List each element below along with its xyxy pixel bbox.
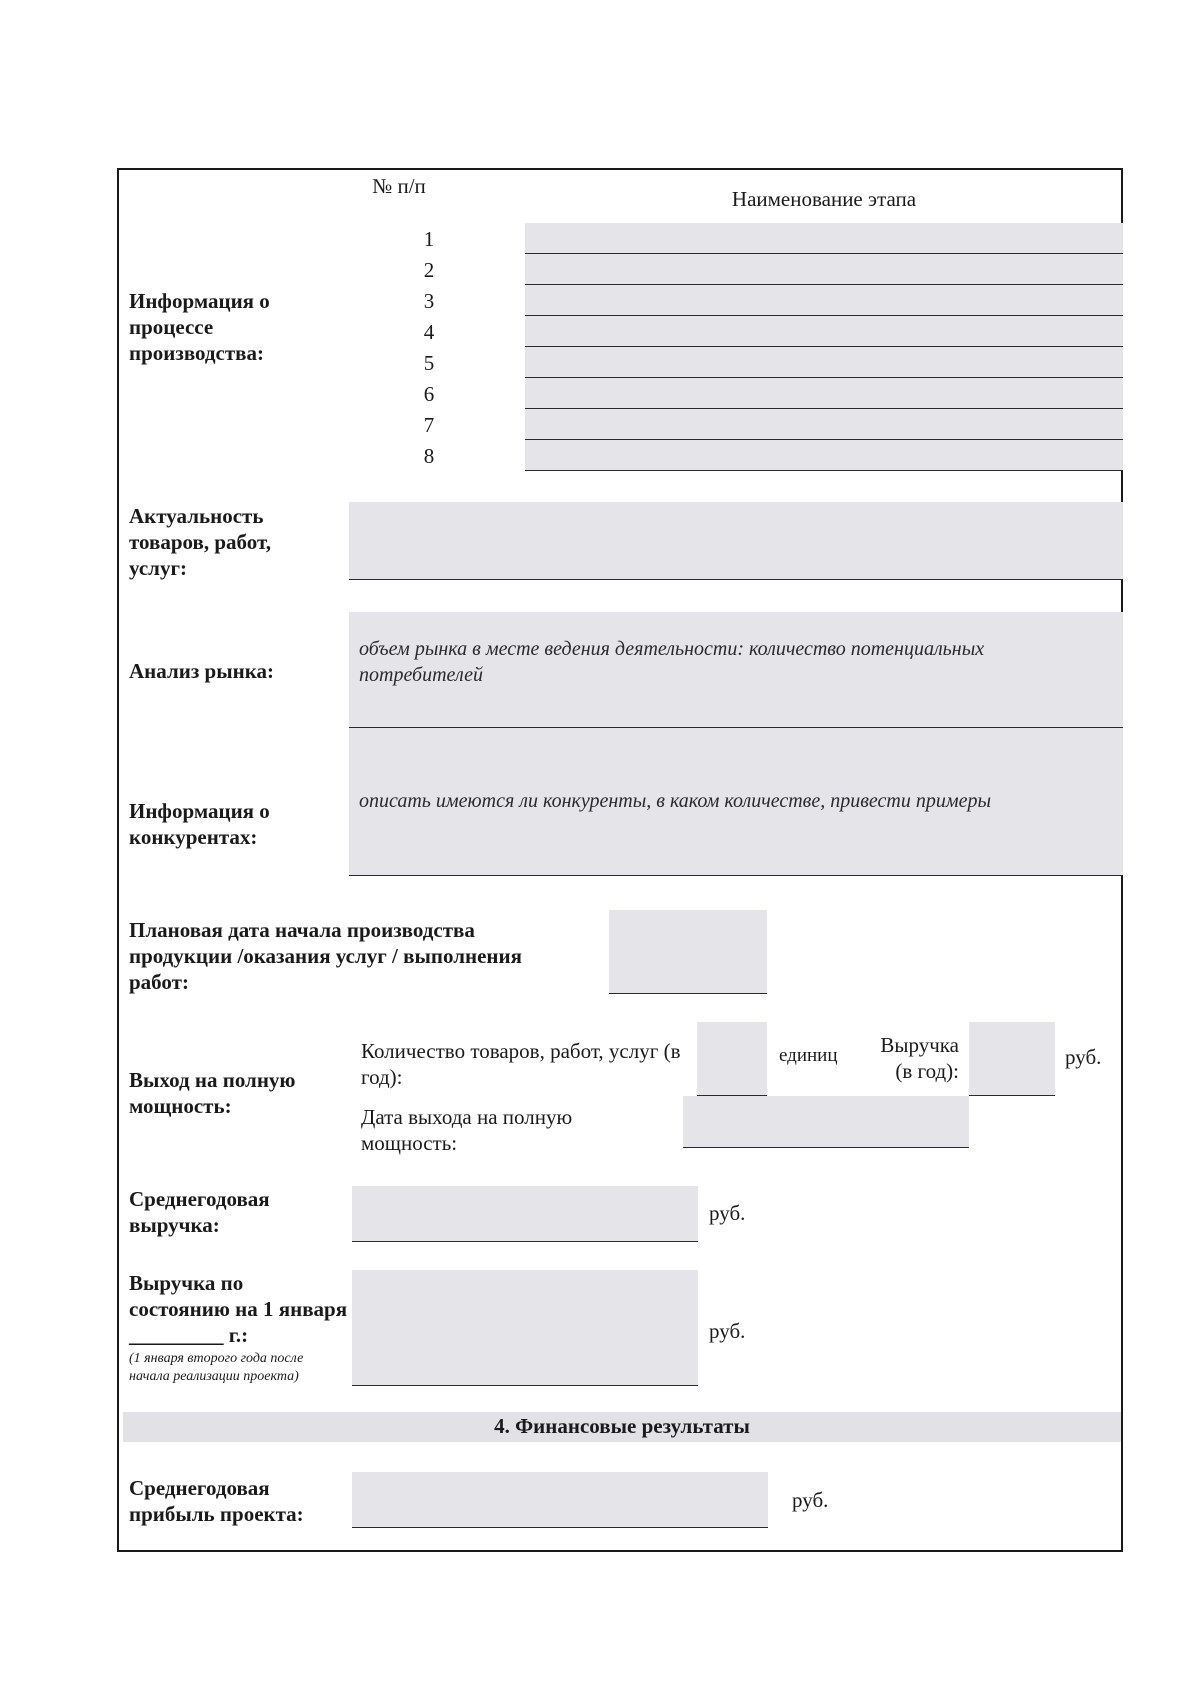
full-capacity-label: Выход на полную мощность: (129, 1068, 296, 1118)
stage-name-input[interactable] (525, 223, 1123, 254)
avg-profit-currency: руб. (792, 1488, 829, 1512)
competitors-input[interactable] (349, 728, 1123, 876)
start-date-input[interactable] (609, 910, 767, 994)
stage-name-header: Наименование этапа (731, 187, 917, 211)
relevance-label: Актуальность товаров, работ, услуг: (129, 504, 271, 580)
stage-row (409, 409, 1123, 440)
stage-row (409, 440, 1123, 471)
revenue-jan-label: Выручка по состоянию на 1 января _________ г.: (129, 1271, 348, 1347)
form-frame (117, 168, 1123, 1552)
capacity-date-input[interactable] (683, 1096, 969, 1148)
stage-row (409, 378, 1123, 409)
stage-row (409, 347, 1123, 378)
avg-revenue-currency: руб. (709, 1201, 746, 1225)
units-label: единиц (779, 1045, 838, 1066)
avg-revenue-input[interactable] (352, 1186, 698, 1242)
stage-row (409, 223, 1123, 254)
stage-row (409, 285, 1123, 316)
stage-name-input[interactable] (525, 409, 1123, 440)
production-label: Информация о процессе производства: (129, 289, 270, 365)
stage-number: 7 (423, 413, 435, 437)
stage-name-input[interactable] (525, 347, 1123, 378)
stage-number: 5 (423, 351, 435, 375)
revenue-jan-note: (1 января второго года после начала реализации проекта) (129, 1351, 304, 1384)
stage-name-input[interactable] (525, 440, 1123, 471)
stage-number: 1 (423, 227, 435, 251)
avg-profit-label: Среднегодовая прибыль проекта: (129, 1476, 304, 1526)
stage-row (409, 316, 1123, 347)
quantity-input[interactable] (697, 1022, 767, 1096)
section-header (123, 1412, 1121, 1442)
revenue-jan-input[interactable] (352, 1270, 698, 1386)
stage-name-input[interactable] (525, 316, 1123, 347)
quantity-label: Количество товаров, работ, услуг (в год): (361, 1039, 681, 1089)
stage-number: 3 (423, 289, 435, 313)
stage-row (409, 254, 1123, 285)
annual-revenue-currency: руб. (1065, 1045, 1102, 1069)
start-date-label: Плановая дата начала производства продукции /оказания услуг / выполнения работ: (129, 918, 522, 994)
stage-name-input[interactable] (525, 378, 1123, 409)
stage-number: 6 (423, 382, 435, 406)
stage-number: 8 (423, 444, 435, 468)
market-label: Анализ рынка: (129, 659, 274, 683)
annual-revenue-label: Выручка (в год): (880, 1033, 959, 1083)
stage-name-input[interactable] (525, 285, 1123, 316)
market-hint: объем рынка в месте ведения деятельности: количество потенциальных потребителей (359, 638, 985, 686)
annual-revenue-input[interactable] (969, 1022, 1055, 1096)
stage-number: 2 (423, 258, 435, 282)
relevance-input[interactable] (349, 502, 1123, 580)
competitors-label: Информация о конкурентах: (129, 799, 270, 849)
section-title: 4. Финансовые результаты (494, 1414, 750, 1438)
avg-profit-input[interactable] (352, 1472, 768, 1528)
revenue-jan-currency: руб. (709, 1319, 746, 1343)
market-input[interactable] (349, 612, 1123, 728)
stage-number: 4 (423, 320, 435, 344)
competitors-hint: описать имеются ли конкуренты, в каком количестве, привести примеры (359, 790, 992, 812)
capacity-date-label: Дата выхода на полную мощность: (361, 1105, 573, 1155)
stage-number-header: № п/п (372, 174, 426, 198)
stage-name-input[interactable] (525, 254, 1123, 285)
avg-revenue-label: Среднегодовая выручка: (129, 1187, 270, 1237)
